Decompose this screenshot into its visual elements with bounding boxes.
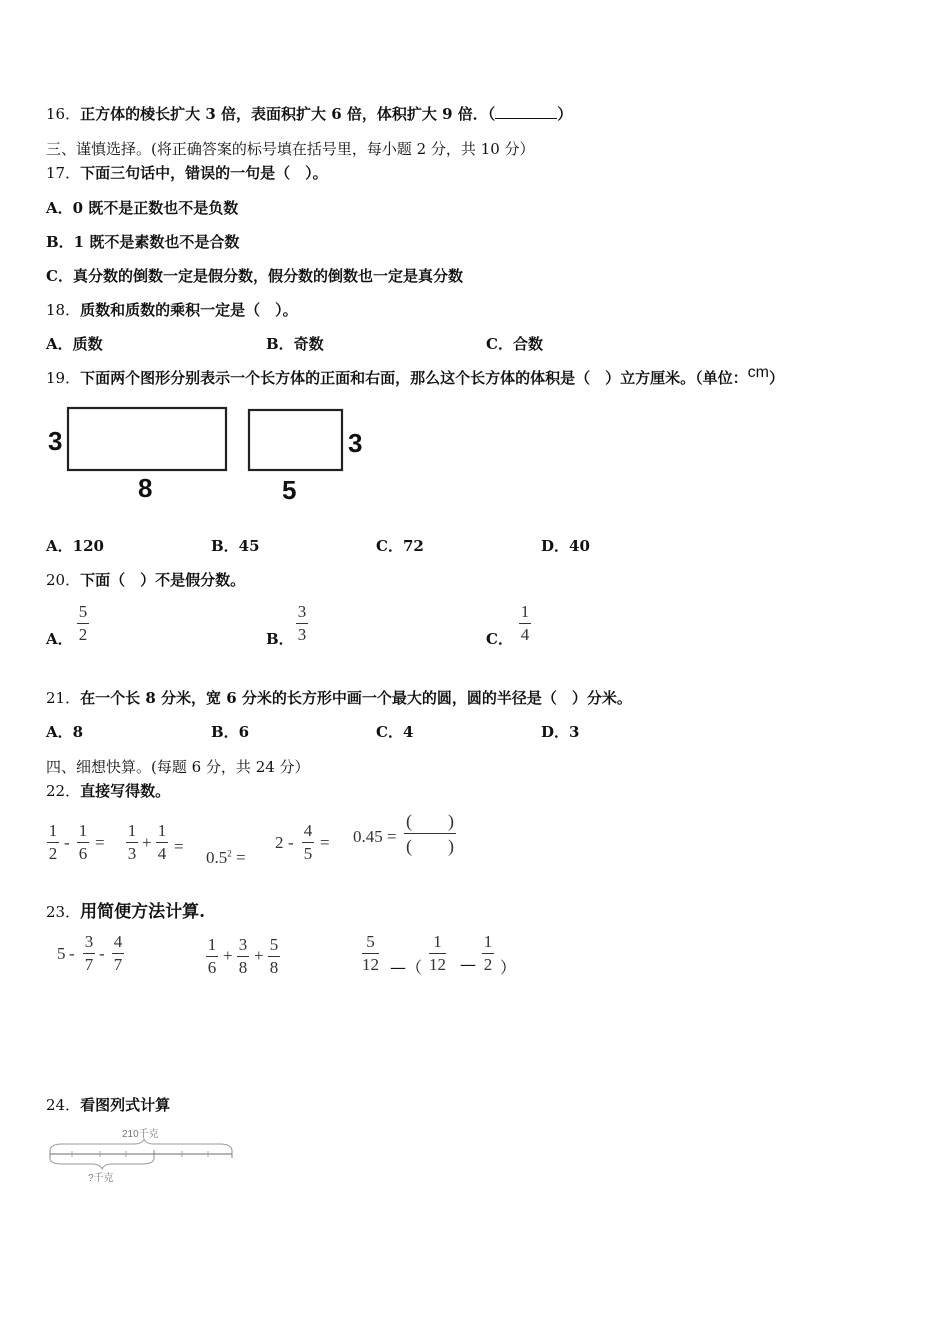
fraction [156, 821, 168, 864]
question-number: 21． [46, 689, 81, 707]
question-text: 质数和质数的乘积一定是（ ）。 [80, 301, 298, 319]
whole-number: 2 [275, 833, 284, 852]
numerator: 1 [157, 821, 167, 840]
numerator-blank[interactable]: ( ) [406, 811, 454, 831]
numerator: 4 [113, 932, 123, 951]
question-close: ） [768, 369, 784, 387]
denominator: 3 [127, 844, 137, 863]
option-c[interactable]: C．真分数的倒数一定是假分数，假分数的倒数也一定是真分数 [46, 267, 463, 285]
numerator: 5 [78, 602, 88, 621]
fraction [77, 602, 89, 645]
numerator: 1 [207, 935, 217, 954]
question-text: 下面两个图形分别表示一个长方体的正面和右面，那么这个长方体的体积是（ ）立方厘米。（单位： [80, 369, 748, 387]
question-text: 正方体的棱长扩大 3 倍，表面积扩大 6 倍，体积扩大 9 倍．（ [80, 105, 496, 123]
fraction [206, 935, 218, 978]
option-label: C． [486, 630, 513, 648]
option-a[interactable]: A．8 [46, 723, 84, 741]
option-a[interactable]: A．0 既不是正数也不是负数 [46, 199, 239, 217]
question-19 [46, 364, 784, 388]
numerator: 3 [238, 935, 248, 954]
equals: = [320, 833, 330, 852]
bottom-brace [50, 1158, 154, 1169]
question-21 [46, 687, 632, 708]
numerator: 1 [483, 932, 493, 951]
right-height-label: 3 [348, 428, 363, 458]
question-text: 用简便方法计算. [80, 902, 206, 922]
question-number: 20． [46, 571, 81, 589]
numerator: 4 [303, 821, 313, 840]
operator: + [142, 833, 152, 852]
close-paren: ） [500, 958, 517, 977]
operator: + [254, 946, 264, 965]
box-faces-figure [40, 400, 380, 510]
numerator: 1 [127, 821, 137, 840]
fraction [429, 932, 446, 975]
top-brace [50, 1139, 232, 1151]
operator: — [460, 955, 476, 974]
equals: = [95, 833, 105, 852]
denominator: 7 [84, 955, 94, 974]
denominator: 6 [207, 958, 217, 977]
fraction [482, 932, 494, 975]
fraction [77, 821, 89, 864]
option-b[interactable] [266, 628, 294, 649]
expression-lhs: 0.45 = [353, 827, 397, 846]
question-number: 24． [46, 1096, 81, 1114]
whole-number: 5 [57, 944, 66, 963]
numerator: 1 [78, 821, 88, 840]
question-close: ） [557, 105, 573, 123]
option-c[interactable]: C．合数 [486, 335, 543, 353]
fraction [83, 932, 95, 975]
fraction [362, 932, 379, 975]
operator: —（ [390, 958, 423, 977]
option-label: B． [266, 630, 294, 648]
fraction [126, 821, 138, 864]
question-number: 18． [46, 301, 81, 319]
denominator: 12 [362, 955, 379, 974]
operator: + [223, 946, 233, 965]
front-width-label: 8 [138, 473, 153, 503]
exponent: 2 [227, 848, 232, 859]
question-20 [46, 569, 245, 590]
option-d[interactable]: D．3 [541, 723, 580, 741]
answer-blank[interactable] [495, 104, 557, 119]
question-text: 直接写得数。 [80, 782, 171, 800]
front-face-rect [68, 408, 226, 470]
denominator: 4 [157, 844, 167, 863]
question-22 [46, 780, 170, 801]
option-c[interactable]: C．4 [376, 723, 414, 741]
denominator: 2 [78, 625, 88, 644]
fraction [519, 602, 531, 645]
numerator: 1 [48, 821, 58, 840]
option-a[interactable]: A．质数 [46, 335, 103, 353]
bottom-label: ?千克 [88, 1173, 114, 1184]
option-b[interactable]: B．奇数 [266, 335, 324, 353]
operator: - [64, 833, 70, 852]
fraction [268, 935, 280, 978]
numerator: 1 [433, 932, 442, 951]
question-text: 下面（ ）不是假分数。 [80, 571, 246, 589]
question-text: 下面三句话中，错误的一句是（ ）。 [80, 164, 328, 182]
denominator: 7 [113, 955, 123, 974]
fraction-blank[interactable] [404, 810, 456, 857]
base: 0.5 [206, 848, 228, 867]
option-c[interactable] [486, 628, 513, 649]
right-width-label: 5 [282, 475, 297, 505]
denominator: 8 [238, 958, 248, 977]
denominator: 2 [483, 955, 493, 974]
question-number: 17． [46, 164, 81, 182]
option-c[interactable]: C．72 [376, 537, 424, 555]
operator: - [99, 944, 105, 963]
option-b[interactable]: B．6 [211, 723, 250, 741]
numerator: 1 [520, 602, 530, 621]
question-number: 19． [46, 369, 81, 387]
denominator: 4 [520, 625, 530, 644]
segment-diagram [44, 1122, 244, 1188]
option-label: A． [46, 630, 73, 648]
right-face-rect [249, 410, 342, 470]
fraction [47, 821, 59, 864]
numerator: 3 [297, 602, 307, 621]
question-23 [46, 897, 205, 922]
denominator: 6 [78, 844, 88, 863]
operator: - [69, 944, 75, 963]
front-height-label: 3 [48, 426, 63, 456]
denominator: 8 [269, 958, 279, 977]
question-24 [46, 1094, 170, 1115]
numerator: 3 [84, 932, 94, 951]
denominator: 5 [303, 844, 313, 863]
equals: = [236, 848, 246, 867]
question-text: 在一个长 8 分米，宽 6 分米的长方形中画一个最大的圆，圆的半径是（ ）分米。 [80, 689, 632, 707]
question-number: 22． [46, 782, 81, 800]
option-a[interactable]: A．120 [46, 537, 104, 555]
top-label: 210千克 [122, 1129, 159, 1140]
expression-3 [206, 848, 246, 868]
option-b[interactable]: B．45 [211, 537, 260, 555]
fraction [302, 821, 314, 864]
numerator: 5 [269, 935, 279, 954]
question-number: 16． [46, 105, 81, 123]
denominator: 2 [48, 844, 58, 863]
fraction [112, 932, 124, 975]
question-text: 看图列式计算 [80, 1096, 171, 1114]
section-4-heading: 四、细想快算。(每题 6 分，共 24 分） [46, 758, 310, 776]
option-a[interactable] [46, 628, 73, 649]
option-d[interactable]: D．40 [541, 537, 590, 555]
denominator-blank[interactable]: ( ) [406, 836, 454, 856]
numerator: 5 [366, 932, 375, 951]
question-number: 23． [46, 903, 81, 921]
question-18 [46, 299, 298, 320]
operator: - [288, 833, 294, 852]
fraction [296, 602, 308, 645]
question-17 [46, 162, 328, 183]
denominator: 3 [297, 625, 307, 644]
question-16 [46, 103, 572, 124]
option-b[interactable]: B．1 既不是素数也不是合数 [46, 233, 240, 251]
unit-cm: cm [747, 364, 769, 381]
denominator: 12 [429, 955, 446, 974]
section-3-heading: 三、谨慎选择。(将正确答案的标号填在括号里，每小题 2 分，共 10 分） [46, 140, 535, 158]
equals: = [174, 837, 184, 856]
fraction [237, 935, 249, 978]
